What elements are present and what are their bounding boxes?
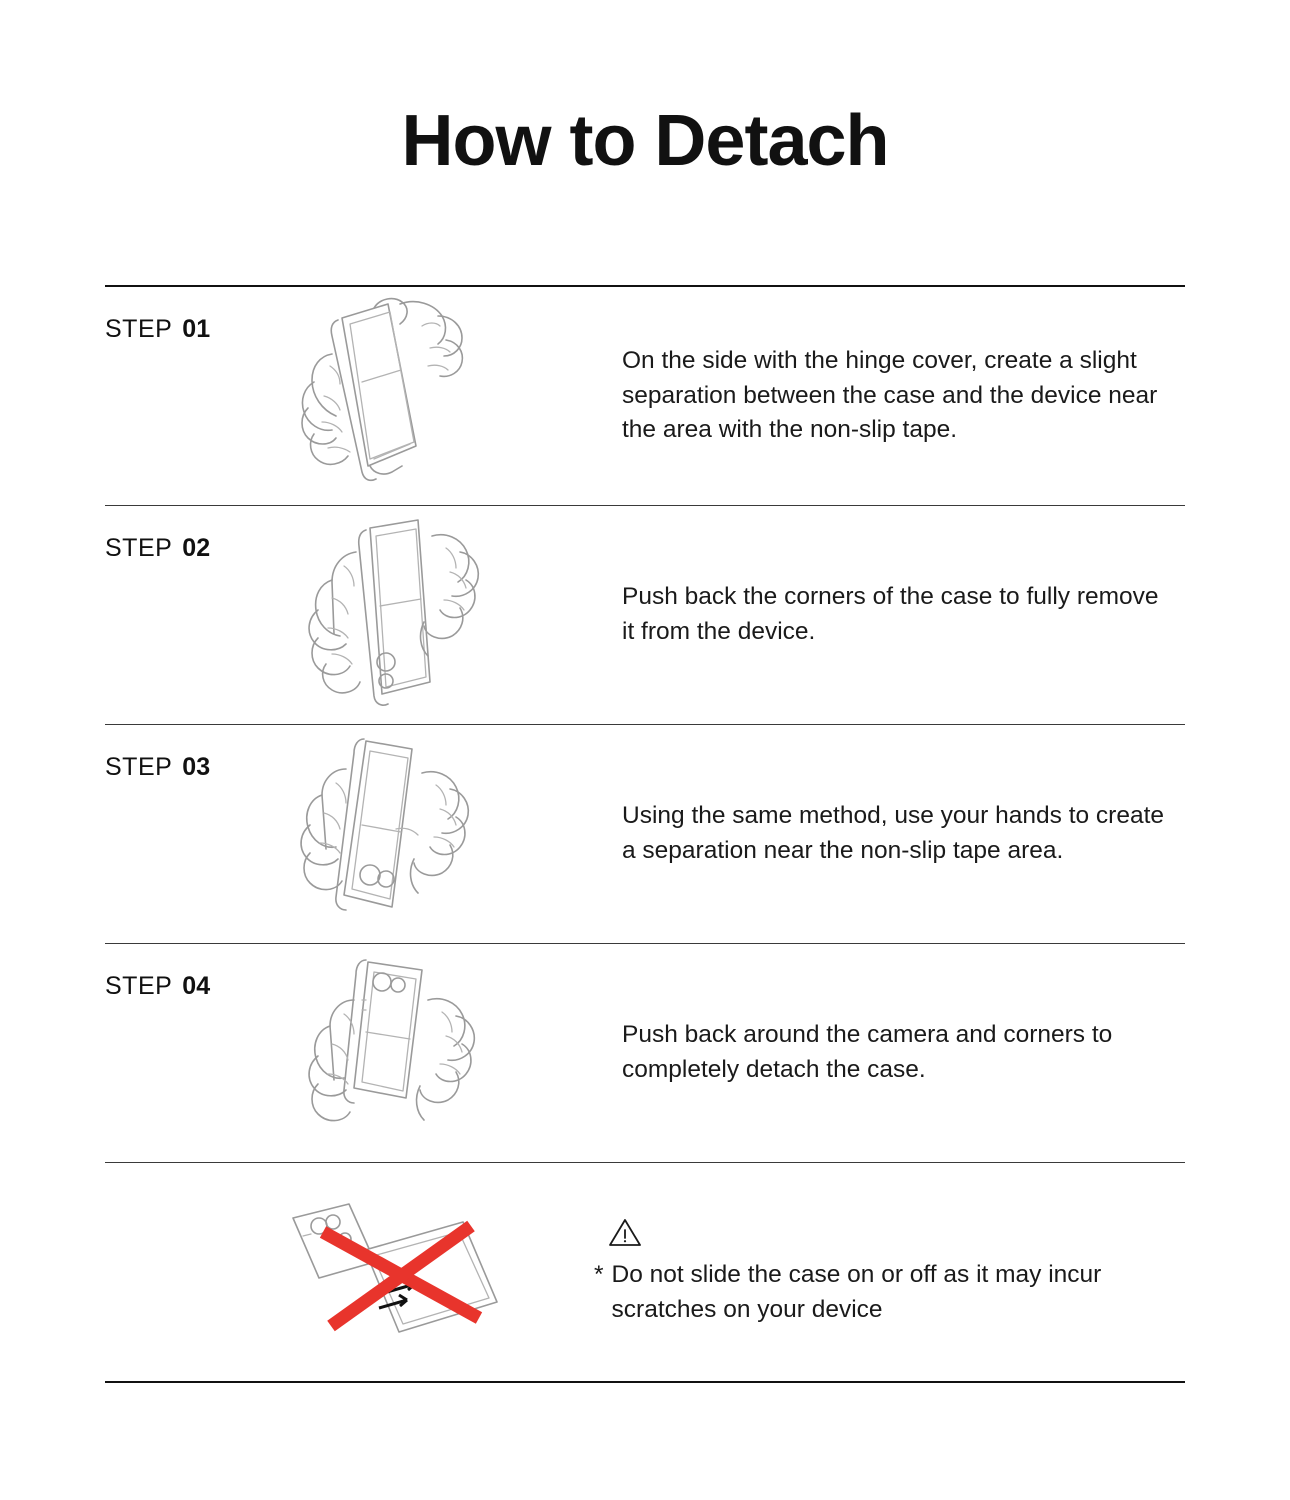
step-word: STEP [105, 972, 173, 1000]
warning-triangle-icon [608, 1217, 1165, 1248]
step-description: On the side with the hinge cover, create a slight separation between the case and the device near the area with the non-slip tape. [622, 346, 1158, 444]
step-label-02 [105, 506, 250, 724]
step-figure-04 [250, 944, 550, 1162]
step-row [105, 506, 1185, 724]
step-label-03 [105, 725, 250, 943]
page-title: How to Detach [401, 101, 889, 181]
warning-description: Do not slide the case on or off as it may incur scratches on your device [611, 1260, 1102, 1323]
warning-figure [250, 1192, 550, 1352]
phone-with-red-x-do-not-slide-illustration [275, 1192, 525, 1352]
step-row [105, 287, 1185, 505]
step-label-01 [105, 287, 250, 505]
step-description: Push back around the camera and corners to completely detach the case. [622, 1021, 1113, 1083]
step-description: Push back the corners of the case to fully remove it from the device. [622, 583, 1159, 645]
two-hands-pushing-case-corners-illustration [270, 510, 530, 720]
step-word: STEP [105, 315, 173, 343]
step-label-04 [105, 944, 250, 1162]
step-number: 03 [182, 753, 211, 781]
step-number: 04 [182, 972, 211, 1000]
steps-container [105, 182, 1185, 1383]
step-number: 01 [182, 315, 211, 343]
step-text-01 [550, 287, 1185, 505]
step-row [105, 725, 1185, 943]
two-hands-detaching-case-around-camera-illustration [270, 948, 530, 1158]
step-number: 02 [182, 534, 211, 562]
step-description: Using the same method, use your hands to create a separation near the non-slip tape area. [622, 802, 1165, 864]
step-figure-03 [250, 725, 550, 943]
warning-text-block [550, 1217, 1185, 1328]
divider-bottom [105, 1381, 1185, 1383]
step-figure-01 [250, 287, 550, 505]
hand-holding-phone-with-case-hinge-side-illustration [270, 296, 530, 496]
step-text-02 [550, 506, 1185, 724]
step-figure-02 [250, 506, 550, 724]
warning-asterisk: * [594, 1260, 604, 1288]
two-hands-separating-case-near-tape-illustration [270, 729, 530, 939]
step-text-04 [550, 944, 1185, 1162]
step-word: STEP [105, 753, 173, 781]
warning-message [594, 1258, 1165, 1328]
step-word: STEP [105, 534, 173, 562]
warning-row [105, 1163, 1185, 1381]
step-row [105, 944, 1185, 1162]
step-text-03 [550, 725, 1185, 943]
